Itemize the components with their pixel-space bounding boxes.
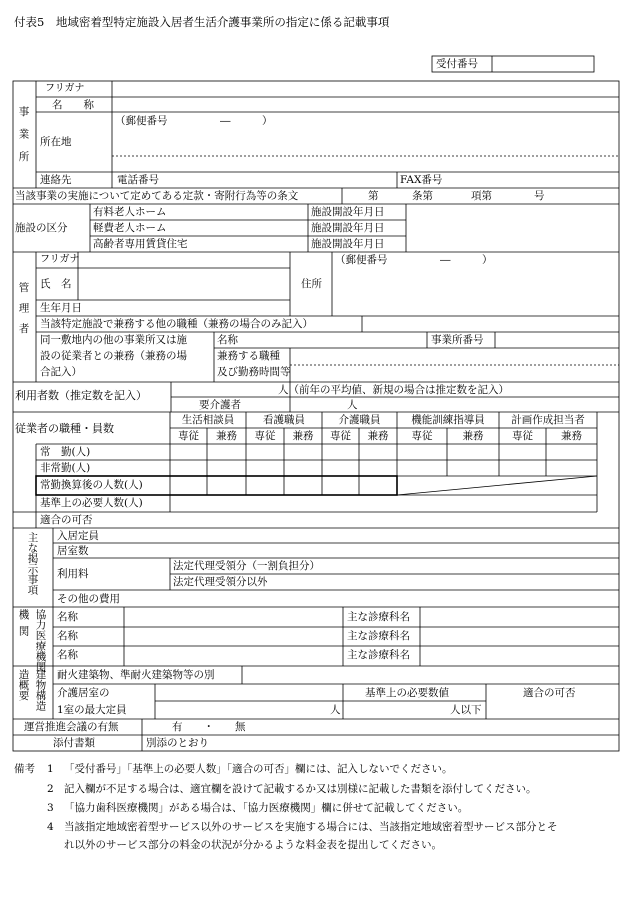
medical-name-label: 名称 [57, 649, 78, 661]
articles-jou: 条第 [412, 190, 433, 202]
fees-usage-label: 利用料 [57, 568, 89, 580]
notes-heading: 備考 [14, 763, 35, 775]
staff-row-converted: 常勤換算後の人数(人) [40, 479, 143, 491]
note-text: 「協力歯科医療機関」がある場合は、「協力医療機関」欄に併せて記載してください。 [64, 802, 469, 814]
meeting-label: 運営推進会議の有無 [24, 721, 119, 733]
facility-open-date-label: 施設開設年月日 [311, 238, 385, 250]
note-text: 当該指定地域密着型サービス以外のサービスを実施する場合には、当該指定地域密着型サービス部分とそ [64, 821, 558, 833]
facility-type-name: 高齢者専用賃貸住宅 [93, 238, 188, 250]
articles-dai: 第 [368, 190, 379, 202]
office-contact-label: 連絡先 [40, 174, 72, 186]
office-address-field[interactable] [115, 130, 615, 170]
medical-label-a: 協力医療機関 [34, 609, 47, 672]
sub-header-dedicated: 専従 [254, 430, 276, 442]
note-number: 3 [47, 802, 54, 814]
job-header: 生活相談員 [181, 414, 235, 426]
building-max-line2: 1室の最大定員 [57, 704, 127, 716]
manager-other-line1: 同一敷地内の他の事業所又は施 [40, 334, 187, 346]
medical-name-label: 名称 [57, 611, 78, 623]
attachments-label: 添付書類 [53, 737, 95, 749]
articles-label: 当該事業の実施について定めてある定款・寄附行為等の条文 [15, 190, 299, 202]
staff-row-suitability: 適合の可否 [40, 514, 93, 526]
articles-kou: 項第 [471, 190, 492, 202]
manager-section-label: 管理者 [17, 282, 30, 344]
articles-gou: 号 [534, 190, 545, 202]
building-fireproof-label: 耐火建築物、準耐火建築物等の別 [57, 669, 215, 681]
office-furigana-field[interactable] [115, 84, 615, 96]
note-text: れ以外のサービス部分の料金の状況が分かるような料金表を提出してください。 [64, 839, 442, 851]
office-postal-label: （郵便番号 ― ） [115, 115, 273, 127]
note-text: 記入欄が不足する場合は、適宜欄を設けて記載するか又は別様に記載した書類を添付してください。 [64, 783, 537, 795]
office-section-label: 事業所 [17, 106, 30, 174]
note-number: 2 [47, 783, 54, 795]
manager-name-label: 氏 名 [40, 278, 72, 290]
job-header: 計画作成担当者 [511, 414, 585, 426]
staff-row-fulltime: 常 勤(人) [40, 446, 91, 458]
job-header: 機能訓練指導員 [411, 414, 485, 426]
office-furigana-label: フリガナ [45, 83, 85, 94]
sub-header-dedicated: 専従 [178, 430, 199, 442]
facility-type-name: 有料老人ホーム [93, 206, 167, 218]
users-unit2: 人 [347, 399, 358, 411]
staff-row-required: 基準上の必要人数(人) [40, 497, 143, 509]
attachments-value: 別添のとおり [146, 737, 209, 749]
building-required-label: 基準上の必要数値 [365, 687, 449, 699]
facility-type-label: 施設の区分 [15, 222, 68, 234]
sub-header-concurrent: 兼務 [292, 430, 314, 442]
fees-usage-a: 法定代理受領分（一割負担分） [173, 560, 320, 572]
manager-job-label1: 兼務する職種 [217, 350, 280, 362]
note-number: 4 [47, 821, 54, 833]
office-fax-label: FAX番号 [400, 174, 443, 186]
manager-other-line3: 合記入） [40, 366, 82, 378]
users-care-label: 要介護者 [199, 399, 241, 411]
sub-header-dedicated: 専従 [330, 430, 351, 442]
manager-concurrent-label: 当該特定施設で兼務する他の職種（兼務の場合のみ記入） [40, 318, 313, 330]
sub-header-concurrent: 兼務 [462, 430, 484, 442]
building-required-value: 人以下 [450, 704, 482, 716]
staff-row-parttime: 非常勤(人) [40, 462, 91, 474]
office-phone-label: 電話番号 [117, 174, 159, 186]
manager-postal-label: （郵便番号 ― ） [335, 254, 493, 266]
medical-dept-label: 主な診療科名 [347, 649, 410, 661]
office-phone-field[interactable] [170, 175, 390, 187]
sub-header-concurrent: 兼務 [561, 430, 582, 442]
building-max-line1: 介護居室の [57, 687, 110, 699]
medical-label-b: 機関 [17, 609, 30, 642]
note-number: 1 [47, 763, 54, 775]
manager-address-label: 住所 [301, 278, 322, 290]
fees-section-label: 主な掲示事項 [26, 532, 39, 595]
building-label-b: 造概要 [17, 669, 30, 701]
sub-header-dedicated: 専従 [411, 430, 433, 442]
medical-dept-label: 主な診療科名 [347, 630, 410, 642]
meeting-value[interactable]: 有 ・ 無 [172, 721, 246, 733]
facility-open-date-label: 施設開設年月日 [311, 222, 385, 234]
facility-type-name: 軽費老人ホーム [93, 222, 167, 234]
fees-usage-b: 法定代理受領分以外 [173, 576, 268, 588]
job-header: 介護職員 [338, 414, 381, 426]
office-name-field[interactable] [115, 100, 615, 112]
sub-header-concurrent: 兼務 [216, 430, 237, 442]
building-suitability-label: 適合の可否 [523, 687, 576, 699]
reception-number-label: 受付番号 [436, 58, 478, 70]
job-header: 看護職員 [263, 414, 305, 426]
office-name-label: 名 称 [52, 99, 94, 111]
medical-name-label: 名称 [57, 630, 78, 642]
manager-furigana-label: フリガナ [40, 254, 80, 265]
manager-job-label2: 及び勤務時間等 [217, 366, 291, 378]
office-fax-field[interactable] [446, 175, 616, 187]
sub-header-concurrent: 兼務 [367, 430, 389, 442]
reception-number-field[interactable] [496, 59, 590, 71]
staff-label: 従業者の職種・員数 [15, 422, 114, 435]
manager-address-field[interactable] [336, 270, 616, 314]
building-unit: 人 [330, 704, 341, 716]
facility-open-date-label: 施設開設年月日 [311, 206, 385, 218]
manager-other-name-label: 名称 [217, 334, 238, 346]
manager-other-line2: 設の従業者との兼務（兼務の場 [40, 350, 187, 362]
office-address-label: 所在地 [40, 136, 72, 148]
manager-name-field[interactable] [82, 272, 287, 297]
sub-header-dedicated: 専従 [512, 430, 533, 442]
users-unit1: 人（前年の平均値、新規の場合は推定数を記入） [278, 384, 509, 396]
fees-other-label: その他の費用 [57, 593, 120, 605]
fees-residents-label: 入居定員 [57, 530, 99, 542]
form-title: 付表5 地域密着型特定施設入居者生活介護事業所の指定に係る記載事項 [14, 15, 390, 29]
fees-rooms-label: 居室数 [57, 545, 89, 557]
manager-birth-label: 生年月日 [40, 302, 82, 314]
note-text: 「受付番号」「基準上の必要人数」「適合の可否」欄には、記入しないでください。 [64, 763, 453, 775]
building-label-a: 建物構造 [34, 669, 47, 711]
manager-office-no-label: 事業所番号 [431, 334, 484, 346]
medical-dept-label: 主な診療科名 [347, 611, 410, 623]
users-label: 利用者数（推定数を記入） [15, 389, 147, 402]
